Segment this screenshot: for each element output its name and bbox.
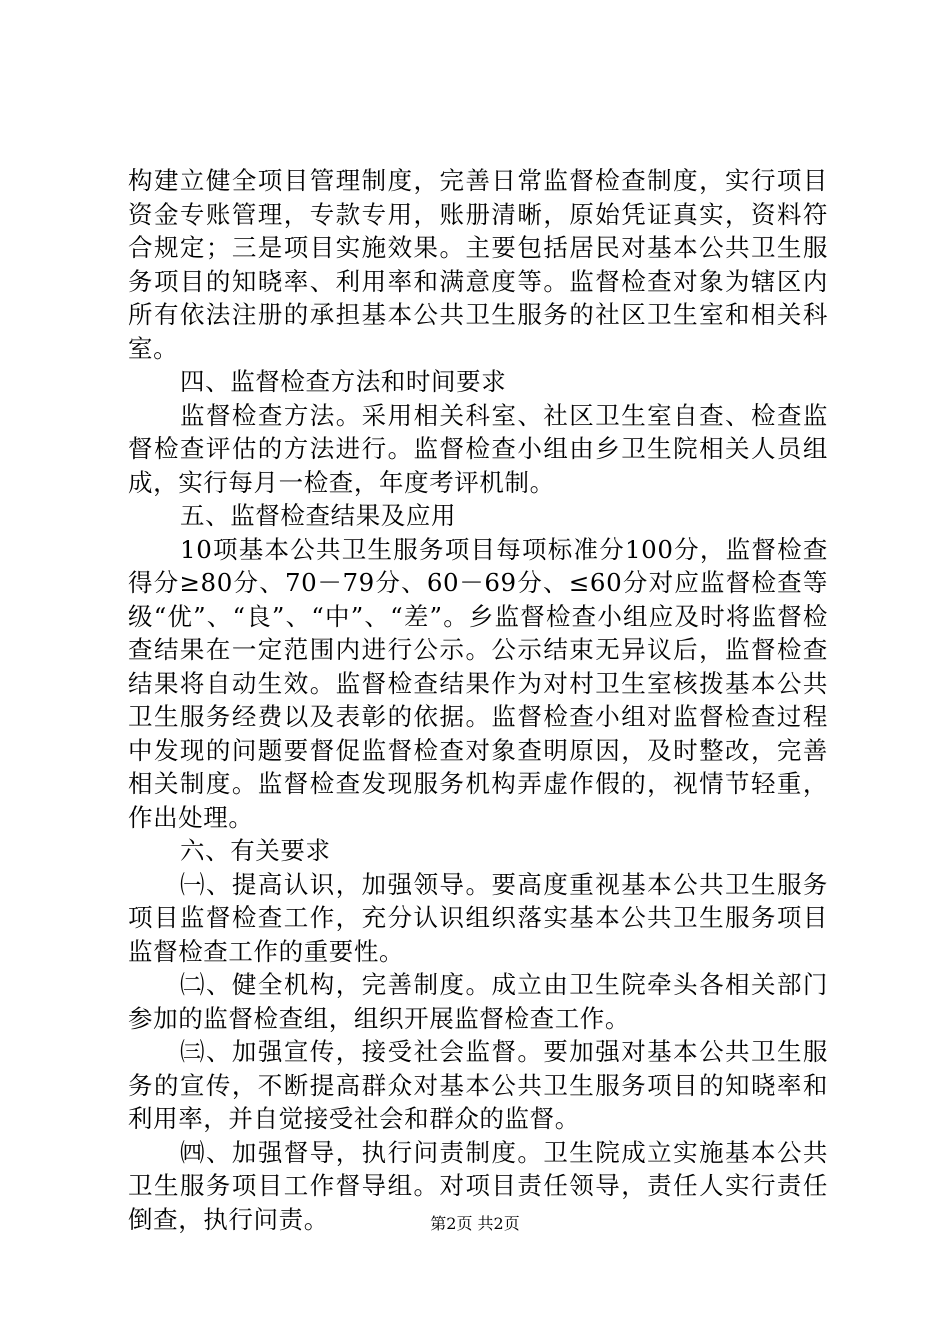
heading-section-6: 六、有关要求 (180, 836, 331, 865)
paragraph-requirement-1: ㈠、提高认识，加强领导。要高度重视基本公共卫生服务项目监督检查工作，充分认识组织落实基本公共卫生服务项目监督检查工作的重要性。 (128, 869, 828, 966)
page-footer: 第2页 共2页 (430, 1214, 520, 1233)
heading-section-4: 四、监督检查方法和时间要求 (180, 367, 507, 396)
paragraph-requirement-2: ㈡、健全机构，完善制度。成立由卫生院牵头各相关部门参加的监督检查组，组织开展监督检查工作。 (128, 970, 828, 1033)
paragraph-requirement-4: ㈣、加强督导，执行问责制度。卫生院成立实施基本公共卫生服务项目工作督导组。对项目责任领导，责任人实行责任倒查，执行问责。 (128, 1137, 828, 1234)
paragraph-inspection-method: 监督检查方法。采用相关科室、社区卫生室自查、检查监督检查评估的方法进行。监督检查小组由乡卫生院相关人员组成，实行每月一检查，年度考评机制。 (128, 400, 828, 497)
heading-section-5: 五、监督检查结果及应用 (180, 501, 457, 530)
paragraph-inspection-results: 10项基本公共卫生服务项目每项标准分100分，监督检查得分≥80分、70－79分、60－69分、≤60分对应监督检查等级“优”、“良”、“中”、“差”。乡监督检查小组应及时将监督检查结果在一定范围内进行公示。公示结束无异议后，监督检查结果将自动生效。监督检查结果作为对村卫生室核拨基本公共卫生服务经费以及表彰的依据。监督检查小组对监督检查过程中发现的问题要督促监督检查对象查明原因，及时整改，完善相关制度。监督检查发现服务机构弄虚作假的，视情节轻重，作出处理。 (128, 534, 828, 832)
document-body (128, 164, 828, 1236)
paragraph-requirement-3: ㈢、加强宣传，接受社会监督。要加强对基本公共卫生服务的宣传，不断提高群众对基本公共卫生服务项目的知晓率和利用率，并自觉接受社会和群众的监督。 (128, 1037, 828, 1133)
paragraph-inspection-content: 构建立健全项目管理制度，完善日常监督检查制度，实行项目资金专账管理，专款专用，账册清晰，原始凭证真实，资料符合规定；三是项目实施效果。主要包括居民对基本公共卫生服务项目的知晓率、利用率和满意度等。监督检查对象为辖区内所有依法注册的承担基本公共卫生服务的社区卫生室和相关科室。 (128, 166, 828, 363)
